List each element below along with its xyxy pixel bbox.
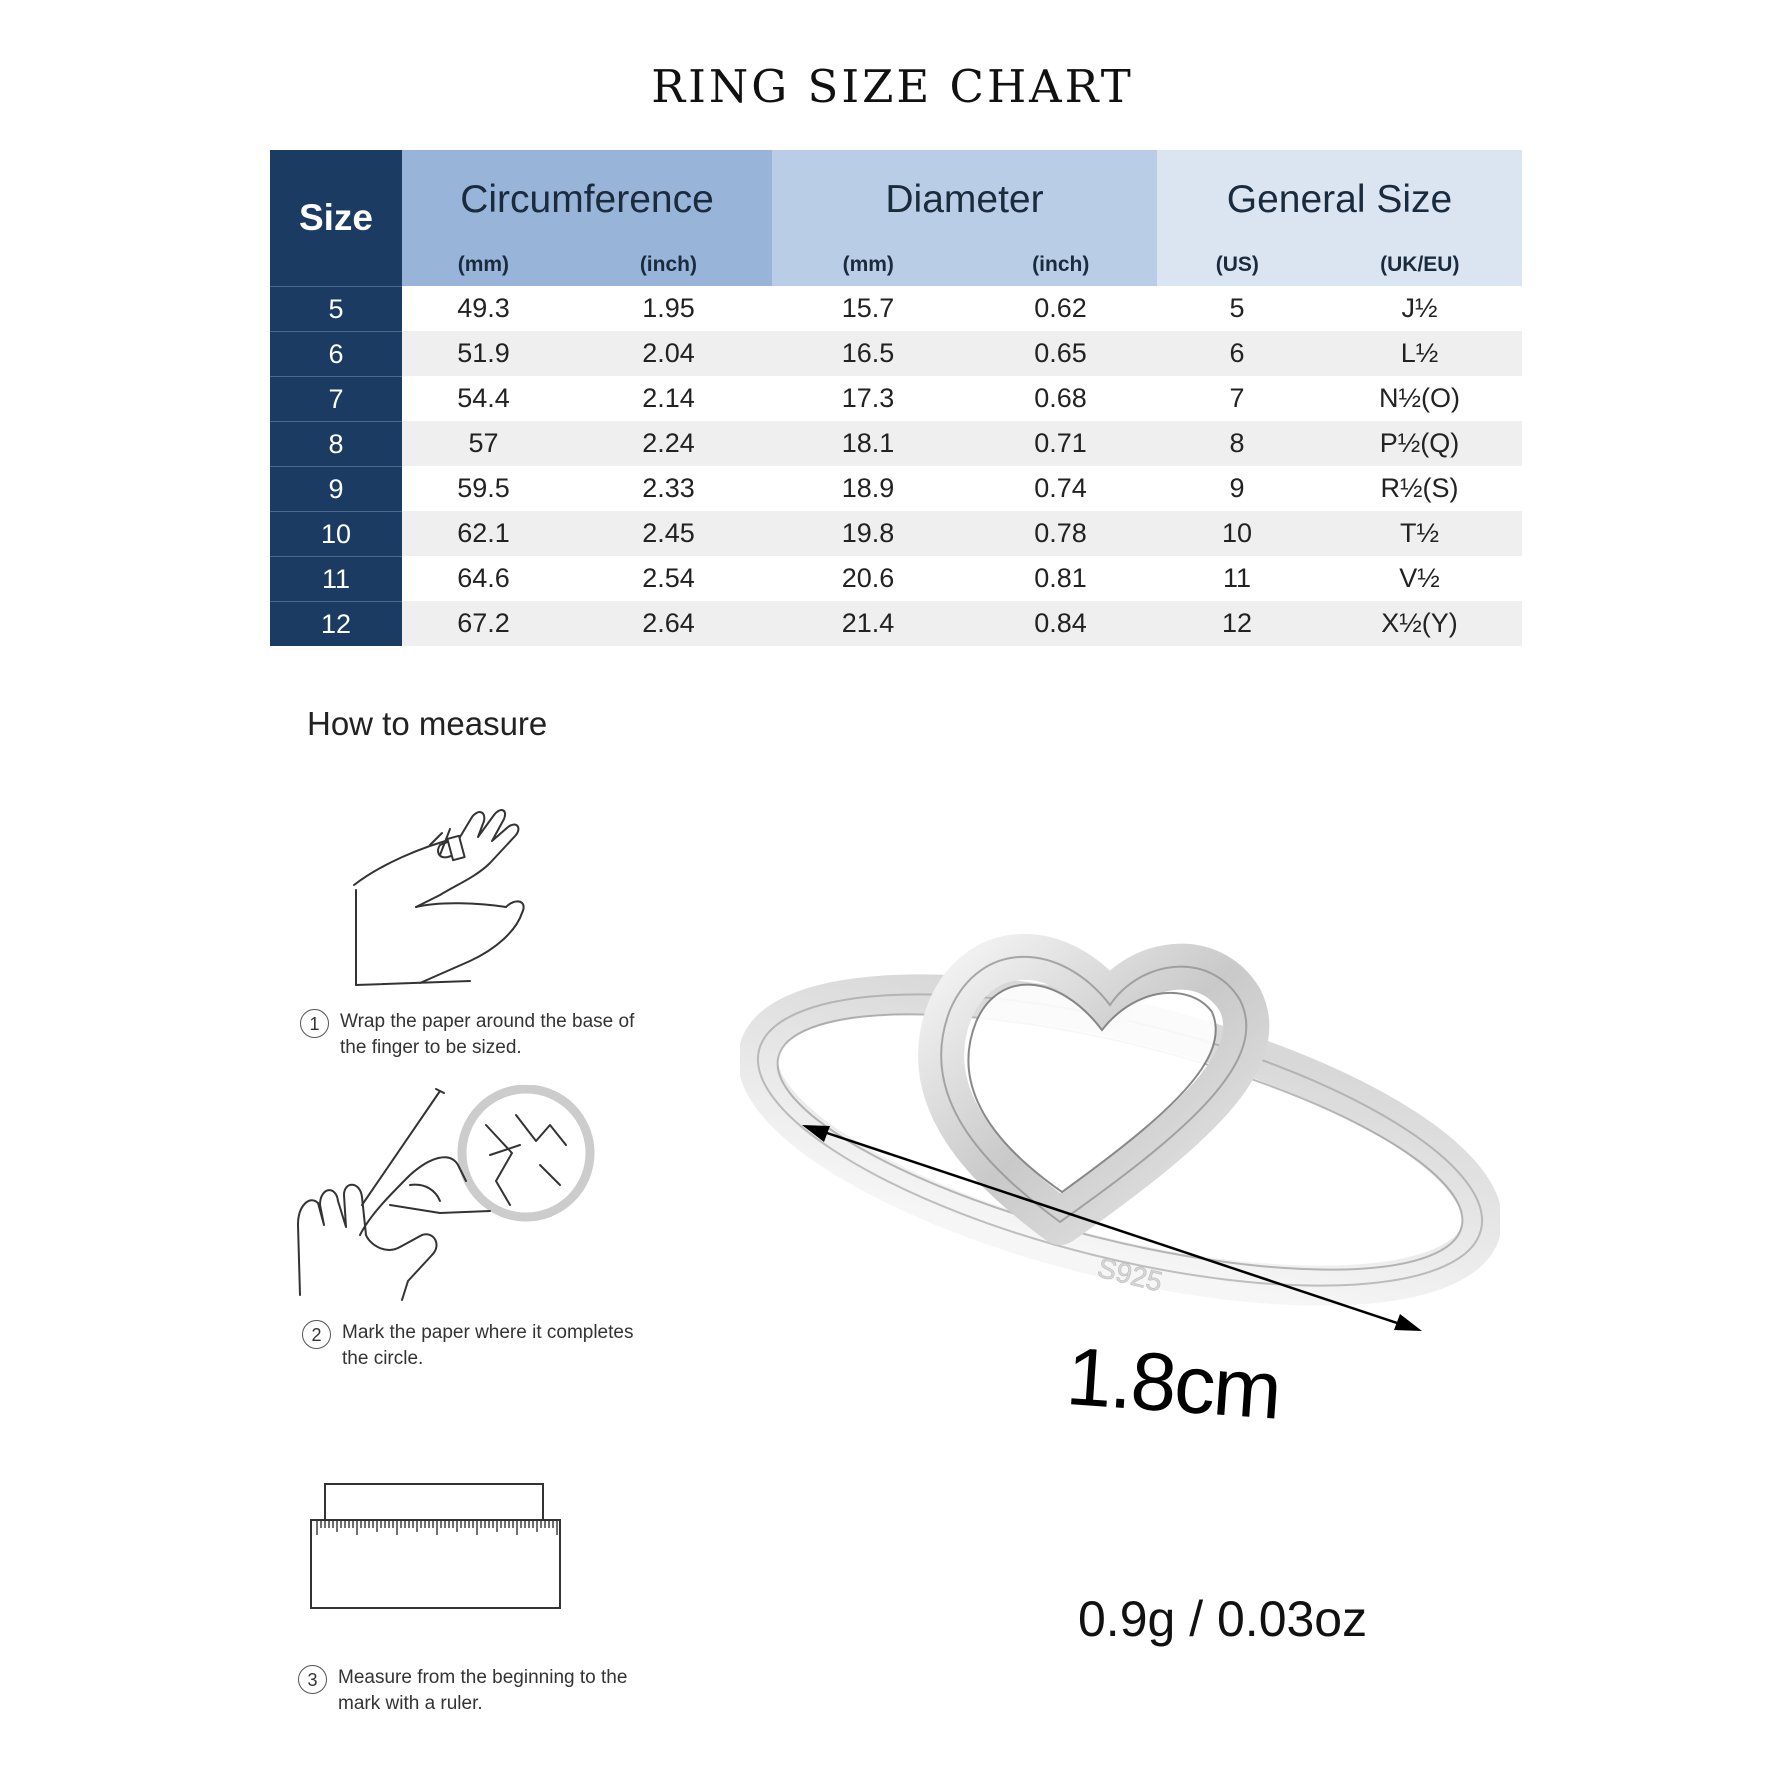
us-size-cell: 7 <box>1229 383 1245 413</box>
circumference-inch-cell: 1.95 <box>642 293 695 323</box>
diameter-inch-cell: 0.71 <box>1034 428 1087 458</box>
diameter-header <box>772 150 1157 286</box>
circumference-inch-cell: 2.64 <box>642 608 695 638</box>
diameter-title: Diameter <box>885 178 1044 221</box>
hand-wrap-illustration <box>290 785 570 1000</box>
general-size-title: General Size <box>1226 178 1453 221</box>
us-size-cell: 11 <box>1222 563 1252 593</box>
circumference-inch-cell: 2.04 <box>642 338 695 368</box>
size-cell: 9 <box>270 466 402 511</box>
circumference-mm-cell: 54.4 <box>457 383 510 413</box>
table-row <box>270 601 1522 646</box>
diameter-unit-inch: (inch) <box>1032 253 1090 276</box>
circumference-header <box>402 150 772 286</box>
size-cell: 10 <box>270 511 402 556</box>
us-size-cell: 9 <box>1229 473 1245 503</box>
table-header <box>270 150 1522 286</box>
table-row <box>270 466 1522 511</box>
diameter-inch-cell: 0.74 <box>1034 473 1087 503</box>
circumference-inch-cell: 2.45 <box>642 518 695 548</box>
diameter-mm-cell: 18.9 <box>841 473 895 503</box>
general-size-unit-us: (US) <box>1215 253 1259 276</box>
diameter-inch-cell: 0.62 <box>1034 293 1087 323</box>
table-row <box>270 511 1522 556</box>
size-column-header: Size <box>270 150 402 286</box>
table-row <box>270 331 1522 376</box>
circumference-mm-cell: 67.2 <box>457 608 510 638</box>
us-size-cell: 12 <box>1221 608 1253 638</box>
general-size-header <box>1157 150 1522 286</box>
ukeu-size-cell: J½ <box>1401 293 1438 323</box>
diameter-mm-cell: 16.5 <box>841 338 895 368</box>
heart-ring-image <box>740 900 1500 1370</box>
table-row <box>270 556 1522 601</box>
us-size-cell: 8 <box>1229 428 1245 458</box>
diameter-mm-cell: 18.1 <box>841 428 895 458</box>
diameter-inch-cell: 0.68 <box>1034 383 1087 413</box>
diameter-mm-cell: 20.6 <box>841 563 895 593</box>
ring-size-table <box>270 150 1522 646</box>
size-cell: 8 <box>270 421 402 466</box>
circumference-unit-mm: (mm) <box>457 253 510 276</box>
ukeu-size-cell: T½ <box>1399 518 1439 548</box>
diameter-mm-cell: 15.7 <box>841 293 895 323</box>
diameter-measurement: 1.8cm <box>1063 1330 1283 1437</box>
diameter-mm-cell: 21.4 <box>841 608 895 638</box>
step-3-number: 3 <box>298 1665 327 1694</box>
circumference-inch-cell: 2.33 <box>642 473 695 503</box>
ring-weight: 0.9g / 0.03oz <box>1078 1591 1368 1647</box>
circumference-inch-cell: 2.24 <box>642 428 695 458</box>
us-size-cell: 5 <box>1229 293 1245 323</box>
size-cell: 12 <box>270 601 402 646</box>
size-cell: 6 <box>270 331 402 376</box>
circumference-inch-cell: 2.54 <box>642 563 695 593</box>
page-title: RING SIZE CHART <box>651 60 1134 113</box>
step-3-text: Measure from the beginning to the mark with a ruler. <box>338 1667 628 1714</box>
diameter-inch-cell: 0.84 <box>1034 608 1087 638</box>
diameter-unit-mm: (mm) <box>842 253 894 276</box>
us-size-cell: 6 <box>1229 338 1245 368</box>
circumference-mm-cell: 59.5 <box>457 473 510 503</box>
ruler-illustration <box>305 1480 565 1615</box>
mark-paper-illustration <box>290 1085 610 1310</box>
how-to-measure-title: How to measure <box>307 705 548 742</box>
circumference-unit-inch: (inch) <box>639 253 697 276</box>
step-1-text: Wrap the paper around the base of the finger to be sized. <box>340 1011 635 1058</box>
size-cell: 7 <box>270 376 402 421</box>
ukeu-size-cell: P½(Q) <box>1379 428 1460 458</box>
diameter-inch-cell: 0.81 <box>1034 563 1087 593</box>
circumference-title: Circumference <box>460 178 714 221</box>
diameter-inch-cell: 0.65 <box>1034 338 1087 368</box>
size-cell: 5 <box>270 286 402 331</box>
diameter-inch-cell: 0.78 <box>1034 518 1087 548</box>
table-row <box>270 421 1522 466</box>
ukeu-size-cell: L½ <box>1400 338 1439 368</box>
circumference-inch-cell: 2.14 <box>642 383 695 413</box>
general-size-unit-ukeu: (UK/EU) <box>1380 253 1460 276</box>
circumference-mm-cell: 49.3 <box>457 293 510 323</box>
size-cell: 11 <box>270 556 402 601</box>
ukeu-size-cell: N½(O) <box>1379 383 1460 413</box>
ukeu-size-cell: V½ <box>1399 563 1440 593</box>
step-2-number: 2 <box>302 1320 331 1349</box>
diameter-mm-cell: 17.3 <box>841 383 895 413</box>
circumference-mm-cell: 57 <box>468 428 499 458</box>
table-body <box>270 286 1522 646</box>
step-1-number: 1 <box>300 1009 329 1038</box>
ukeu-size-cell: X½(Y) <box>1381 608 1458 638</box>
us-size-cell: 10 <box>1221 518 1253 548</box>
step-2-text: Mark the paper where it completes the circle. <box>342 1322 634 1369</box>
table-row <box>270 376 1522 421</box>
circumference-mm-cell: 51.9 <box>457 338 510 368</box>
circumference-mm-cell: 64.6 <box>457 563 510 593</box>
diameter-mm-cell: 19.8 <box>841 518 895 548</box>
ring-stamp: S925 <box>1094 1251 1166 1298</box>
ukeu-size-cell: R½(S) <box>1380 473 1459 503</box>
table-row <box>270 286 1522 331</box>
circumference-mm-cell: 62.1 <box>457 518 510 548</box>
